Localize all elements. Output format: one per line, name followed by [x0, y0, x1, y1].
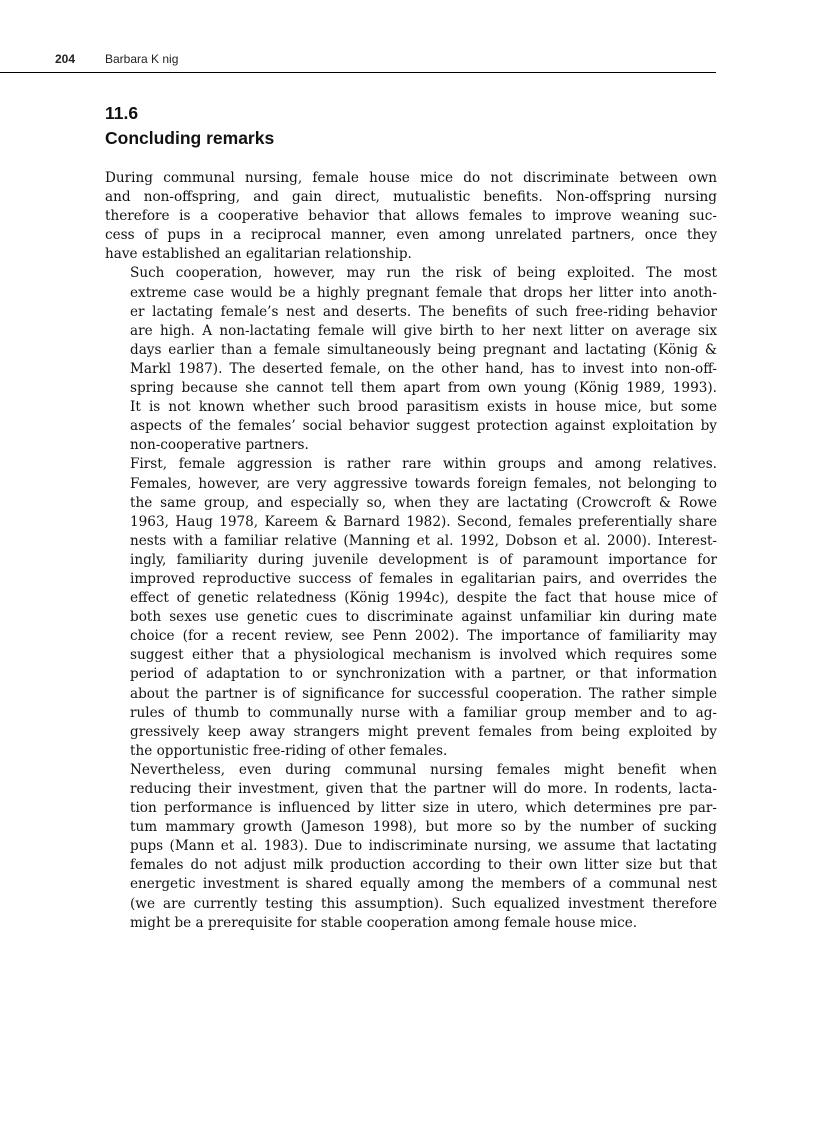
text-line: 1963, Haug 1978, Kareem & Barnard 1982). Second, females preferentially share: [130, 513, 717, 530]
text-line: Such cooperation, however, may run the risk of being exploited. The most: [130, 265, 717, 282]
text-line: spring because she cannot tell them apart from own young (König 1989, 1993).: [130, 380, 717, 397]
text-line: Nevertheless, even during communal nursing females might benefit when: [130, 761, 717, 778]
text-line: During communal nursing, female house mice do not discriminate between own: [105, 170, 717, 186]
text-line: days earlier than a female simultaneously being pregnant and lactating (König &: [130, 341, 717, 358]
paragraph: [105, 761, 717, 933]
text-line: improved reproductive success of females in egalitarian pairs, and overrides the: [130, 570, 717, 587]
page-number: 204: [55, 52, 76, 66]
text-line: Females, however, are very aggressive towards foreign females, not belonging to: [130, 475, 717, 492]
text-line: rules of thumb to communally nurse with a familiar group member and to ag-: [130, 704, 717, 721]
text-line: non-cooperative partners.: [130, 437, 309, 454]
text-line: about the partner is of significance for successful cooperation. The rather simple: [130, 685, 717, 702]
section-title: Concluding remarks: [105, 128, 275, 148]
text-line: pups (Mann et al. 1983). Due to indiscriminate nursing, we assume that lactating: [130, 838, 717, 855]
text-line: suggest either that a physiological mechanism is involved which requires some: [130, 647, 717, 664]
paragraph: [105, 169, 717, 264]
text-line: the same group, and especially so, when they are lactating (Crowcroft & Rowe: [130, 494, 717, 511]
text-line: (we are currently testing this assumption). Such equalized investment therefore: [130, 895, 717, 912]
text-line: females do not adjust milk production according to their own litter size but that: [130, 857, 717, 874]
text-line: the opportunistic free-riding of other females.: [130, 742, 448, 759]
text-line: are high. A non-lactating female will give birth to her next litter on average six: [130, 322, 717, 339]
text-line: Markl 1987). The deserted female, on the other hand, has to invest into non-off-: [130, 360, 717, 377]
running-head-author: Barbara K nig: [105, 52, 179, 66]
text-line: energetic investment is shared equally among the members of a communal nest: [130, 876, 717, 893]
text-line: er lactating female’s nest and deserts. The benefits of such free-riding behavior: [130, 303, 717, 320]
text-line: reducing their investment, given that the partner will do more. In rodents, lacta-: [130, 781, 717, 797]
section-number: 11.6: [105, 103, 139, 123]
text-line: tion performance is influenced by litter size in utero, which determines pre par-: [130, 800, 717, 817]
text-line: might be a prerequisite for stable cooperation among female house mice.: [130, 914, 638, 931]
text-line: period of adaptation to or synchronization with a partner, or that information: [130, 666, 717, 683]
text-line: gressively keep away strangers might prevent females from being exploited by: [130, 723, 717, 740]
text-line: and non-offspring, and gain direct, mutualistic benefits. Non-offspring nursing: [105, 189, 717, 206]
text-line: aspects of the females’ social behavior suggest protection against exploitation by: [130, 418, 717, 435]
paragraph: [105, 455, 717, 761]
section: [105, 101, 717, 933]
paragraph: [105, 264, 717, 455]
text-line: It is not known whether such brood parasitism exists in house mice, but some: [130, 399, 717, 416]
text-line: nests with a familiar relative (Manning et al. 1992, Dobson et al. 2000). Interest-: [130, 532, 717, 549]
running-head: [0, 52, 716, 73]
text-line: choice (for a recent review, see Penn 2002). The importance of familiarity may: [130, 628, 717, 645]
text-line: extreme case would be a highly pregnant female that drops her litter into anoth-: [130, 284, 717, 301]
body-text: [105, 169, 717, 933]
text-line: have established an egalitarian relationship.: [105, 246, 412, 263]
text-line: First, female aggression is rather rare within groups and among relatives.: [130, 456, 717, 473]
text-line: effect of genetic relatedness (König 1994c), despite the fact that house mice of: [130, 590, 717, 607]
text-line: both sexes use genetic cues to discriminate against unfamiliar kin during mate: [130, 609, 717, 626]
text-line: cess of pups in a reciprocal manner, even among unrelated partners, once they: [105, 227, 717, 244]
text-line: therefore is a cooperative behavior that allows females to improve weaning suc-: [105, 208, 717, 225]
text-line: ingly, familiarity during juvenile development is of paramount importance for: [130, 551, 717, 568]
text-line: tum mammary growth (Jameson 1998), but more so by the number of sucking: [130, 819, 717, 836]
